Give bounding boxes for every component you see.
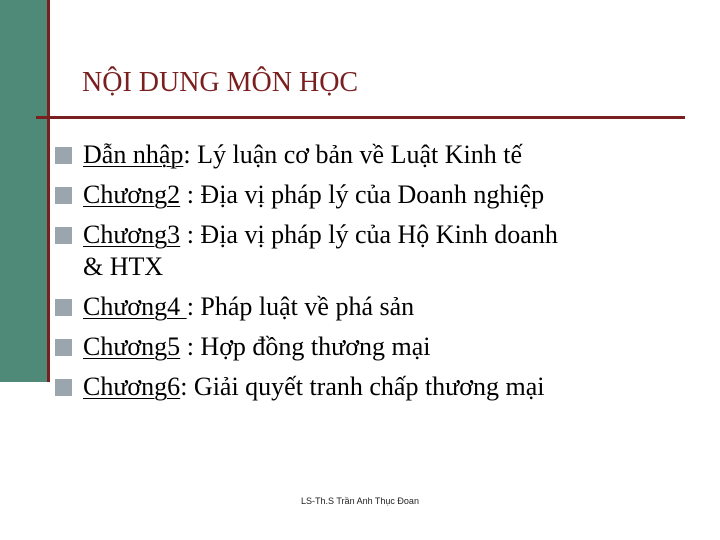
bullet-label: Chương4 — [83, 291, 187, 321]
bullet-label: Chương2 — [83, 180, 181, 210]
square-bullet-icon — [55, 187, 72, 204]
list-item-chapter-2 — [55, 179, 695, 210]
square-bullet-icon — [55, 147, 72, 164]
title-underline-rule — [36, 116, 685, 119]
square-bullet-icon — [55, 299, 72, 316]
slide-title: NỘI DUNG MÔN HỌC — [82, 67, 359, 98]
left-accent-line — [47, 0, 50, 382]
left-accent-bar — [0, 0, 47, 382]
bullet-text: : Pháp luật về phá sản — [186, 291, 415, 321]
list-item-chapter-4 — [55, 291, 695, 322]
content-list — [55, 139, 695, 411]
square-bullet-icon — [55, 339, 72, 356]
square-bullet-icon — [55, 227, 72, 244]
slide-footer: LS-Th.S Trần Anh Thục Đoan — [301, 496, 419, 506]
bullet-label: Chương5 — [83, 331, 181, 361]
bullet-text: : Địa vị pháp lý của Doanh nghiệp — [180, 180, 545, 210]
bullet-text: : Giải quyết tranh chấp thương mại — [180, 372, 545, 402]
list-item-chapter-5 — [55, 331, 695, 362]
bullet-text-line-2: & HTX — [83, 251, 164, 281]
list-item-chapter-3 — [55, 219, 695, 281]
list-item-intro — [55, 139, 695, 170]
bullet-text: : Hợp đồng thương mại — [180, 331, 431, 361]
bullet-label: Chương6 — [83, 372, 181, 402]
bullet-label: Chương3 — [83, 220, 181, 250]
bullet-text-line-1: : Địa vị pháp lý của Hộ Kinh doanh — [180, 220, 558, 250]
list-item-chapter-6 — [55, 371, 695, 402]
square-bullet-icon — [55, 379, 72, 396]
bullet-label: Dẫn nhập — [83, 140, 184, 169]
bullet-text: : Lý luận cơ bản về Luật Kinh tế — [183, 140, 523, 169]
